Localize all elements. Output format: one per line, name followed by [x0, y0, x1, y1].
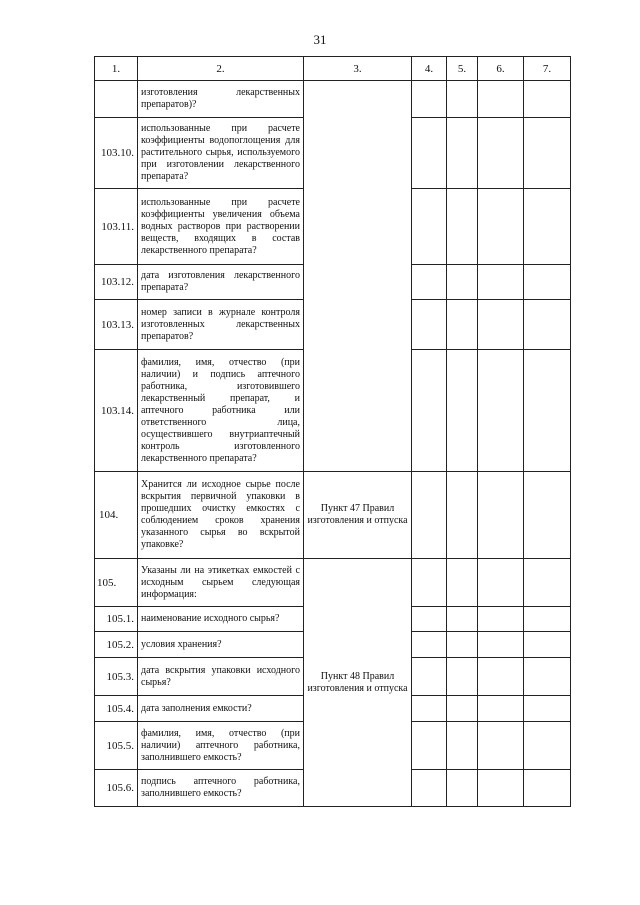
item-question: дата изготовления лекарственного препарата?: [138, 265, 304, 300]
item-number: 105.6.: [95, 770, 138, 807]
item-number: 105.3.: [95, 658, 138, 696]
answer-cell: [412, 559, 447, 607]
answer-cell: [412, 300, 447, 350]
item-number: 103.14.: [95, 350, 138, 472]
answer-cell: [447, 350, 478, 472]
answer-cell: [412, 770, 447, 807]
answer-cell: [447, 265, 478, 300]
item-number: 103.12.: [95, 265, 138, 300]
checklist-table: [94, 56, 571, 807]
answer-cell: [478, 607, 524, 632]
item-question: Хранится ли исходное сырье после вскрытия первичной упаковки в прошедших очистку емкостях с соблюдением сроков хранения указанного сырья во вскрытой упаковке?: [138, 472, 304, 559]
item-question: дата вскрытия упаковки исходного сырья?: [138, 658, 304, 696]
answer-cell: [412, 632, 447, 658]
answer-cell: [524, 81, 571, 118]
item-question: фамилия, имя, отчество (при наличии) и подпись аптечного работника, изготовившего лекарственный препарат, и аптечного работника или ответственного лица, осуществившего внутриаптечный контроль изготовленного лекарственного препарата?: [138, 350, 304, 472]
answer-cell: [524, 472, 571, 559]
answer-cell: [478, 696, 524, 722]
answer-cell: [524, 632, 571, 658]
item-number: 104.: [95, 472, 138, 559]
answer-cell: [447, 696, 478, 722]
answer-cell: [447, 472, 478, 559]
item-question: номер записи в журнале контроля изготовленных лекарственных препаратов?: [138, 300, 304, 350]
answer-cell: [447, 607, 478, 632]
answer-cell: [412, 696, 447, 722]
answer-cell: [478, 658, 524, 696]
answer-cell: [447, 632, 478, 658]
answer-cell: [524, 118, 571, 189]
answer-cell: [412, 265, 447, 300]
page-number: 31: [313, 32, 327, 47]
answer-cell: [524, 350, 571, 472]
answer-cell: [447, 770, 478, 807]
answer-cell: [478, 81, 524, 118]
answer-cell: [412, 607, 447, 632]
answer-cell: [447, 722, 478, 770]
column-header: 7.: [524, 57, 571, 81]
item-question: фамилия, имя, отчество (при наличии) аптечного работника, заполнившего емкость?: [138, 722, 304, 770]
answer-cell: [447, 658, 478, 696]
item-question: условия хранения?: [138, 632, 304, 658]
answer-cell: [478, 265, 524, 300]
item-number: 103.10.: [95, 118, 138, 189]
answer-cell: [524, 696, 571, 722]
answer-cell: [447, 81, 478, 118]
answer-cell: [478, 722, 524, 770]
answer-cell: [478, 632, 524, 658]
header-row: [95, 57, 571, 81]
answer-cell: [412, 81, 447, 118]
answer-cell: [524, 559, 571, 607]
answer-cell: [478, 350, 524, 472]
answer-cell: [524, 658, 571, 696]
answer-cell: [412, 722, 447, 770]
column-header: 3.: [304, 57, 412, 81]
answer-cell: [478, 118, 524, 189]
item-number: 105.: [95, 559, 138, 607]
answer-cell: [447, 559, 478, 607]
column-header: 5.: [447, 57, 478, 81]
answer-cell: [478, 559, 524, 607]
table-row: [95, 472, 571, 559]
reference-cell: [304, 81, 412, 472]
answer-cell: [412, 189, 447, 265]
answer-cell: [412, 472, 447, 559]
item-number: 105.5.: [95, 722, 138, 770]
reference-cell: Пункт 48 Правил изготовления и отпуска: [304, 559, 412, 807]
reference-cell: Пункт 47 Правил изготовления и отпуска: [304, 472, 412, 559]
answer-cell: [412, 350, 447, 472]
item-number: 105.2.: [95, 632, 138, 658]
item-question: Указаны ли на этикетках емкостей с исходным сырьем следующая информация:: [138, 559, 304, 607]
item-question: использованные при расчете коэффициенты водопоглощения для растительного сырья, используемого при изготовлении лекарственного препарата?: [138, 118, 304, 189]
answer-cell: [447, 118, 478, 189]
answer-cell: [478, 770, 524, 807]
item-question: подпись аптечного работника, заполнившего емкость?: [138, 770, 304, 807]
answer-cell: [524, 607, 571, 632]
answer-cell: [412, 658, 447, 696]
column-header: 6.: [478, 57, 524, 81]
answer-cell: [447, 300, 478, 350]
column-header: 2.: [138, 57, 304, 81]
answer-cell: [524, 300, 571, 350]
answer-cell: [524, 265, 571, 300]
column-header: 4.: [412, 57, 447, 81]
answer-cell: [447, 189, 478, 265]
item-question: дата заполнения емкости?: [138, 696, 304, 722]
answer-cell: [412, 118, 447, 189]
answer-cell: [478, 472, 524, 559]
answer-cell: [524, 770, 571, 807]
answer-cell: [478, 300, 524, 350]
item-number: 105.1.: [95, 607, 138, 632]
answer-cell: [524, 189, 571, 265]
item-number: 103.11.: [95, 189, 138, 265]
item-question: использованные при расчете коэффициенты увеличения объема водных растворов при растворении веществ, входящих в состав лекарственного препарата?: [138, 189, 304, 265]
column-header: 1.: [95, 57, 138, 81]
item-question: наименование исходного сырья?: [138, 607, 304, 632]
table-row: [95, 81, 571, 118]
answer-cell: [524, 722, 571, 770]
table-row: [95, 559, 571, 607]
item-number: 105.4.: [95, 696, 138, 722]
item-question: изготовления лекарственных препаратов)?: [138, 81, 304, 118]
answer-cell: [478, 189, 524, 265]
item-number: [95, 81, 138, 118]
item-number: 103.13.: [95, 300, 138, 350]
